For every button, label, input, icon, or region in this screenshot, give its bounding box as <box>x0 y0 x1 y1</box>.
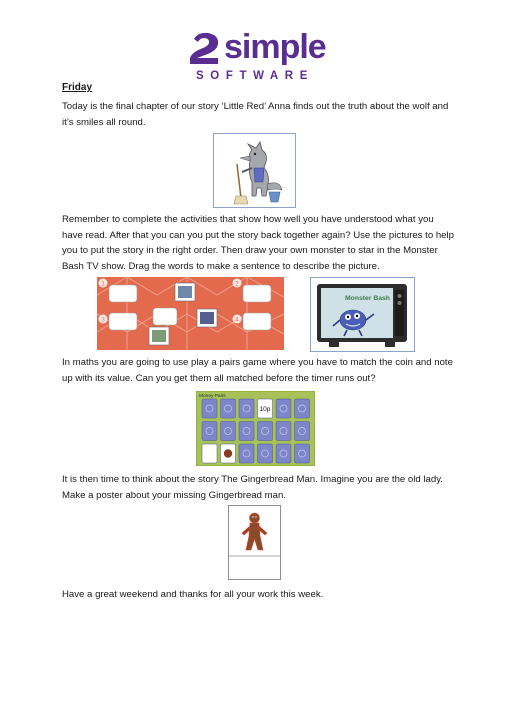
gingerbread-poster-illustration <box>229 506 280 579</box>
pairs-card <box>295 422 310 441</box>
sequence-number: 4 <box>235 316 239 324</box>
gingerbread-poster-picture <box>228 505 281 580</box>
coin-value-card-label: 10p <box>259 405 271 413</box>
closing-paragraph: Have a great weekend and thanks for all your work this week. <box>62 589 324 600</box>
pairs-card <box>239 422 254 441</box>
maths-paragraph: In maths you are going to use play a pairs game where you have to match the coin and note up with its value. Can you get them all matched before the timer runs out? <box>62 357 453 384</box>
pairs-card <box>276 399 291 418</box>
tv-show-label: Monster Bash <box>345 295 390 302</box>
money-pairs-picture <box>196 391 315 466</box>
coin-icon <box>224 449 232 457</box>
money-pairs-illustration <box>196 391 315 466</box>
pairs-card <box>276 444 291 463</box>
pairs-card <box>258 444 273 463</box>
pairs-card <box>221 422 236 441</box>
company-logo <box>188 28 328 88</box>
day-heading: Friday <box>62 82 93 93</box>
sequence-number: 1 <box>101 280 105 288</box>
story-sequence-picture <box>97 277 284 350</box>
pairs-card <box>221 399 236 418</box>
monster-tv-illustration <box>311 278 414 351</box>
pairs-card <box>202 399 217 418</box>
sequence-number: 3 <box>101 316 105 324</box>
wolf-picture <box>213 133 296 208</box>
pairs-card <box>295 399 310 418</box>
pairs-card <box>258 422 273 441</box>
pairs-card <box>202 444 217 463</box>
gingerbread-paragraph: It is then time to think about the story The Gingerbread Man. Imagine you are the old lady. Make a poster about your missing Gingerbread man. <box>62 474 443 501</box>
activities-paragraph: Remember to complete the activities that show how well you have understood what you have read. After that you can you put the story back together again? Use the pictures to help you to put the story in the right order. Then draw your own monster to star in the Monster Bash TV show. Drag the words to make a sentence to describe the picture. <box>62 214 454 272</box>
logo-wordmark: simple <box>224 28 326 66</box>
pairs-card <box>239 399 254 418</box>
pairs-card <box>239 444 254 463</box>
wolf-illustration <box>214 134 295 207</box>
intro-paragraph: Today is the final chapter of our story ‘Little Red’ Anna finds out the truth about the wolf and it’s smiles all round. <box>62 101 449 128</box>
pairs-card <box>276 422 291 441</box>
logo-tagline: SOFTWARE <box>196 70 314 82</box>
sequence-number: 2 <box>235 280 239 288</box>
story-sequence-illustration <box>97 277 284 350</box>
pairs-card <box>202 422 217 441</box>
monster-tv-picture <box>310 277 415 352</box>
2simple-logo-mark-icon <box>188 31 222 65</box>
pairs-card <box>295 444 310 463</box>
pairs-game-title: Money Pairs <box>199 394 226 399</box>
